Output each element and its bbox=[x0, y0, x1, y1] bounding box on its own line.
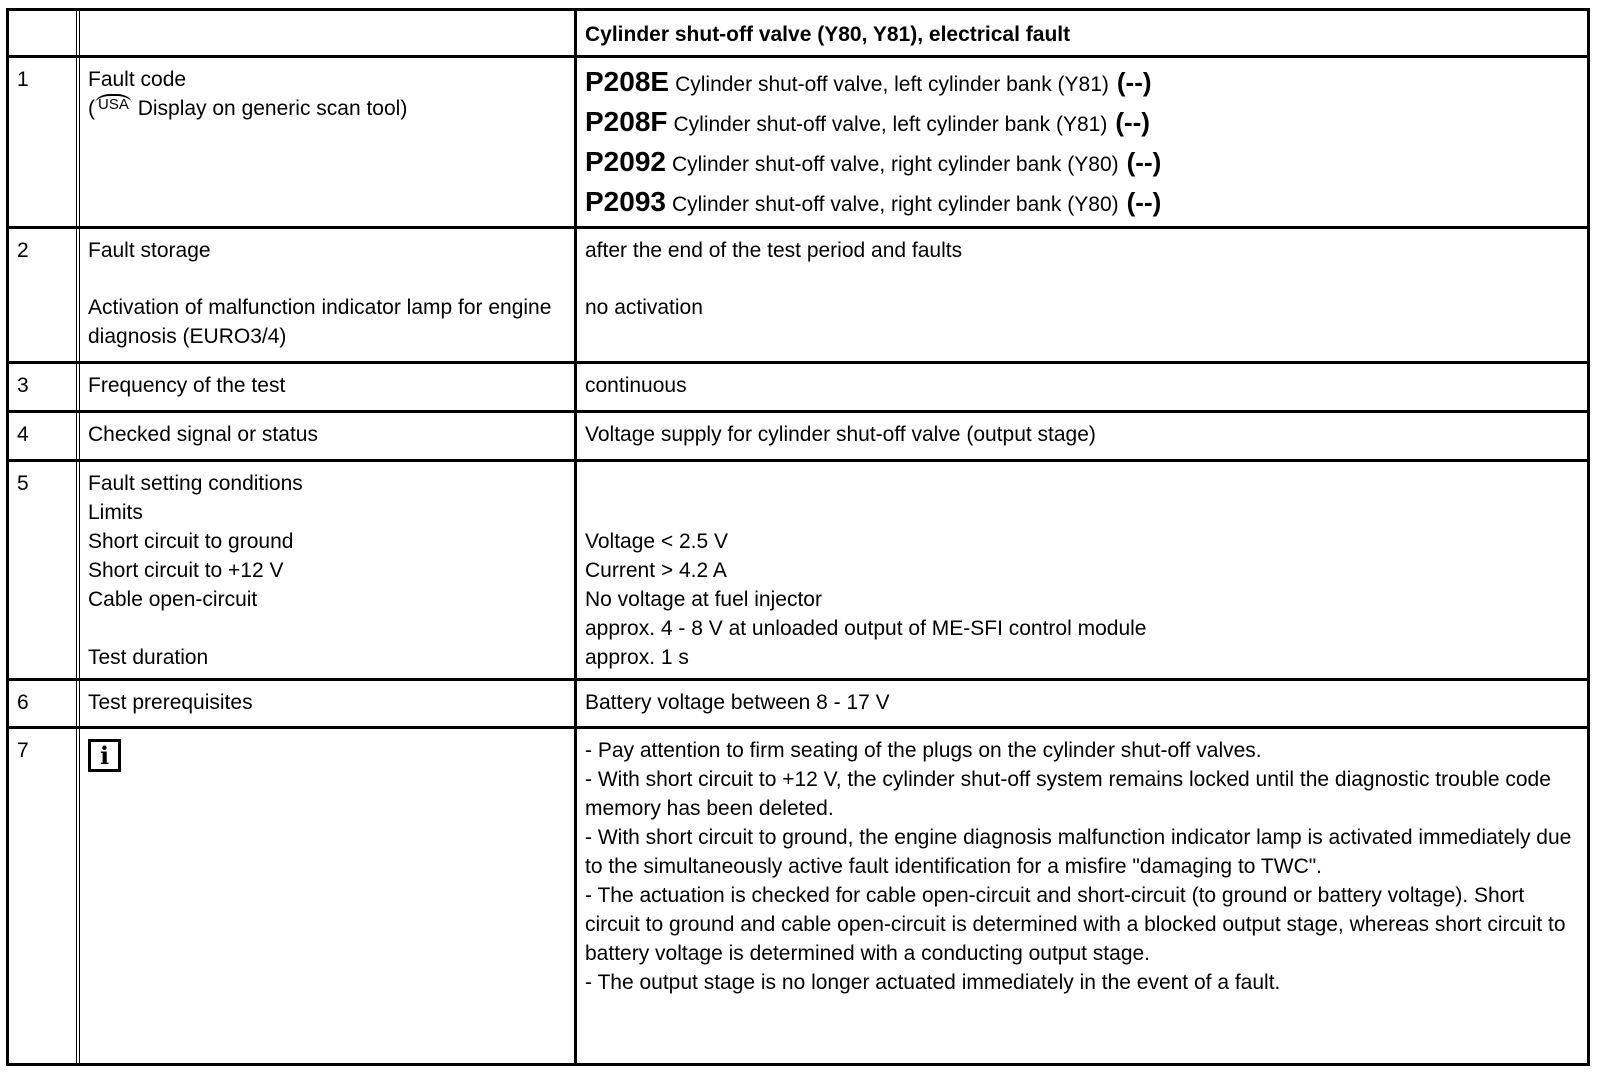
table-header-row bbox=[9, 11, 1587, 58]
row-label: Short circuit to ground bbox=[88, 530, 294, 553]
row-label: Fault code bbox=[88, 68, 187, 91]
note-item: - The output stage is no longer actuated immediately in the event of a fault. bbox=[585, 971, 1281, 994]
info-icon: i bbox=[88, 739, 121, 772]
row-label: Fault setting conditions bbox=[88, 472, 303, 495]
row-number: 1 bbox=[9, 58, 80, 226]
row-value: approx. 4 - 8 V at unloaded output of ME-SFI control module bbox=[585, 617, 1147, 640]
row-label: Frequency of the test bbox=[80, 364, 577, 410]
note-item: - With short circuit to ground, the engine diagnosis malfunction indicator lamp is activated immediately due to the simultaneously active fault identification for a misfire "damaging to TWC". bbox=[585, 826, 1572, 878]
table-title: Cylinder shut-off valve (Y80, Y81), electrical fault bbox=[585, 23, 1071, 46]
fault-code-text: Cylinder shut-off valve, left cylinder bank (Y81) bbox=[675, 73, 1109, 96]
row-value bbox=[585, 469, 1579, 498]
row-label: Fault storage bbox=[88, 239, 211, 262]
row-label: Activation of malfunction indicator lamp for engine diagnosis (EURO3/4) bbox=[88, 296, 552, 348]
row-number: 2 bbox=[9, 229, 80, 361]
table-row bbox=[9, 462, 1587, 681]
row-number: 7 bbox=[9, 729, 80, 1063]
fault-table bbox=[6, 8, 1590, 1066]
row-number: 3 bbox=[9, 364, 80, 410]
row-value: continuous bbox=[585, 374, 687, 397]
row-value bbox=[585, 498, 1579, 527]
fault-code: P208F bbox=[585, 106, 668, 137]
notes-cell bbox=[577, 729, 1587, 1063]
fault-code-item bbox=[585, 63, 1579, 103]
fault-code: P208E bbox=[585, 66, 670, 97]
table-row bbox=[9, 229, 1587, 364]
row-label: Test duration bbox=[88, 646, 209, 669]
row-label: Test prerequisites bbox=[80, 681, 577, 726]
row-label bbox=[88, 614, 566, 643]
row-number: 5 bbox=[9, 462, 80, 678]
row-label-cell bbox=[80, 729, 577, 1063]
row-value: Voltage supply for cylinder shut-off valve (output stage) bbox=[585, 423, 1096, 446]
table-row bbox=[9, 58, 1587, 229]
row-value: after the end of the test period and faults bbox=[585, 239, 963, 262]
fault-code-text: Cylinder shut-off valve, left cylinder bank (Y81) bbox=[673, 113, 1108, 136]
row-value: no activation bbox=[585, 296, 703, 319]
fault-code-suffix: (--) bbox=[1126, 187, 1162, 217]
fault-code: P2093 bbox=[585, 186, 666, 217]
paren: ( bbox=[88, 97, 95, 120]
note-item: - The actuation is checked for cable open-circuit and short-circuit (to ground or battery voltage). Short circuit to ground and cable open-circuit is determined with a blocked output stage, whereas short circuit to battery voltage is determined with a conducting output stage. bbox=[585, 884, 1566, 965]
fault-codes-cell bbox=[577, 58, 1587, 226]
header-num-cell bbox=[9, 11, 80, 55]
fault-code-item bbox=[585, 103, 1579, 143]
row-label-cell bbox=[80, 229, 577, 361]
row-label-cell bbox=[80, 58, 577, 226]
row-value: approx. 1 s bbox=[585, 646, 689, 669]
row-label-cell bbox=[80, 462, 577, 678]
row-value: Current > 4.2 A bbox=[585, 559, 727, 582]
row-label: Cable open-circuit bbox=[88, 588, 258, 611]
row-value-cell bbox=[577, 462, 1587, 678]
row-value: Battery voltage between 8 - 17 V bbox=[585, 691, 890, 714]
table-row bbox=[9, 413, 1587, 462]
row-sublabel-line bbox=[88, 94, 566, 123]
note-item: - Pay attention to firm seating of the plugs on the cylinder shut-off valves. bbox=[585, 739, 1262, 762]
fault-code-item bbox=[585, 143, 1579, 183]
row-value: No voltage at fuel injector bbox=[585, 588, 822, 611]
row-label: Limits bbox=[88, 501, 143, 524]
table-row bbox=[9, 729, 1587, 1066]
header-label-cell bbox=[80, 11, 577, 55]
fault-code-suffix: (--) bbox=[1116, 67, 1152, 97]
row-label: Short circuit to +12 V bbox=[88, 559, 284, 582]
row-value-cell bbox=[577, 229, 1587, 361]
fault-code-text: Cylinder shut-off valve, right cylinder bank (Y80) bbox=[671, 193, 1119, 216]
table-row bbox=[9, 681, 1587, 729]
fault-code-item bbox=[585, 183, 1579, 223]
note-item: - With short circuit to +12 V, the cylinder shut-off system remains locked until the diagnostic trouble code memory has been deleted. bbox=[585, 768, 1551, 820]
fault-code-text: Cylinder shut-off valve, right cylinder bank (Y80) bbox=[671, 153, 1119, 176]
fault-code-suffix: (--) bbox=[1126, 147, 1162, 177]
row-number: 4 bbox=[9, 413, 80, 459]
row-number: 6 bbox=[9, 681, 80, 726]
row-sublabel: Display on generic scan tool) bbox=[137, 97, 408, 120]
usa-badge-icon: USA bbox=[95, 94, 132, 113]
row-value: Voltage < 2.5 V bbox=[585, 530, 729, 553]
fault-code-suffix: (--) bbox=[1115, 107, 1150, 137]
table-row bbox=[9, 364, 1587, 413]
fault-code: P2092 bbox=[585, 146, 666, 177]
row-label: Checked signal or status bbox=[80, 413, 577, 459]
